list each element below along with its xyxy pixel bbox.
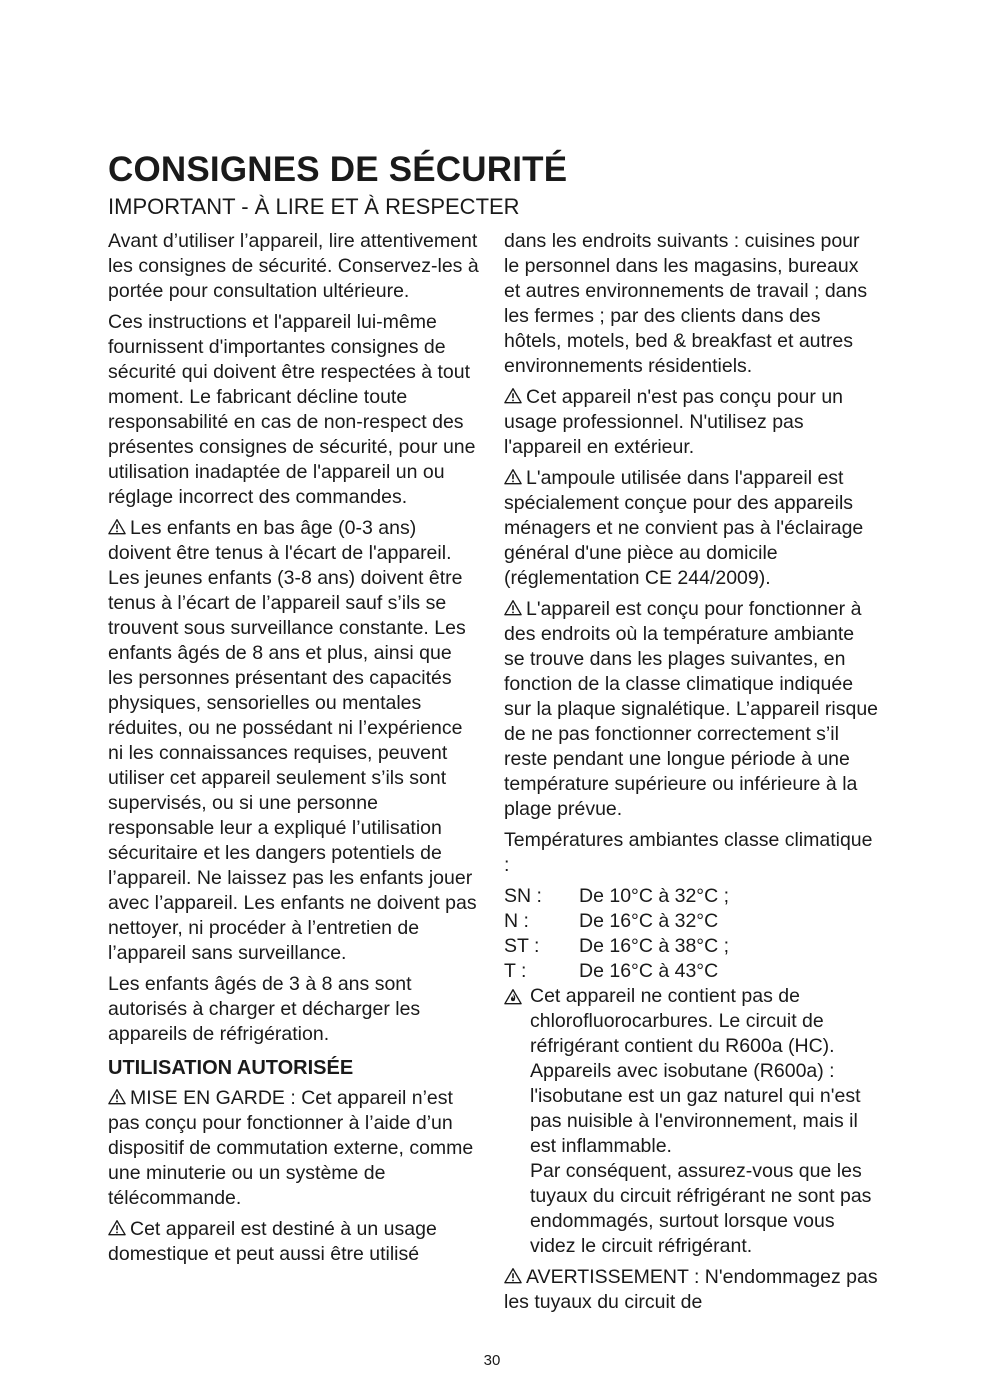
climate-class-name: SN : [504,885,542,907]
domestic-use-warning [108,1217,480,1267]
bulb-warning-text: L'ampoule utilisée dans l'appareil est spécialement conçue pour des appareils ménagers et ne convient pas à l'éclairage général d'une pièce au domicile (réglementation CE 244/2009). [504,467,864,589]
usage-locations-paragraph: dans les endroits suivants : cuisines pour le personnel dans les magasins, bureaux et autres environnements de travail ; dans les fermes ; par des clients dans des hôtels, motels, bed & breakfast et autres environnements résidentiels. [504,230,868,377]
climate-class-row [504,884,878,909]
climate-class-name: ST : [504,935,540,957]
climate-class-label: Températures ambiantes classe climatique : [504,829,873,876]
children-loading-paragraph: Les enfants âgés de 3 à 8 ans sont autorisés à charger et décharger les appareils de réfrigération. [108,973,421,1045]
refrigerant-warning-text: Cet appareil ne contient pas de chlorofluorocarbures. Le circuit de réfrigérant contient du R600a (HC). Appareils avec isobutane (R600a) : l'isobutane est un gaz naturel qui n'est pas nuisible à l'environnement, mais il est inflammable. [530,985,861,1157]
section-heading-authorized-use: UTILISATION AUTORISÉE [108,1057,354,1079]
climate-class-name: T : [504,960,527,982]
climate-class-range: De 10°C à 32°C ; [579,885,730,907]
intro-paragraph: Avant d’utiliser l’appareil, lire attentivement les consignes de sécurité. Conservez-les à portée pour consultation ultérieure. [108,230,479,302]
warning-triangle-icon [504,599,522,616]
temperature-warning-text: L'appareil est conçu pour fonctionner à des endroits où la température ambiante se trouve dans les plages suivantes, en fonction de la classe climatique indiquée sur la plaque signalétique. L’appareil risque de ne pas fonctionner correctement s’il reste pendant une longue période à une température supérieure ou inférieure à la plage prévue. [504,598,879,820]
pipes-warning [504,1265,878,1315]
temperature-warning [504,597,878,822]
warning-triangle-icon [504,1267,522,1284]
climate-class-range: De 16°C à 38°C ; [579,935,730,957]
warning-triangle-icon [504,468,522,485]
children-warning [108,516,480,966]
professional-use-warning-text: Cet appareil n'est pas conçu pour un usage professionnel. N'utilisez pas l'appareil en extérieur. [504,386,844,458]
page-subtitle: IMPORTANT - À LIRE ET À RESPECTER [108,194,520,219]
climate-class-row [504,909,878,934]
climate-class-row [504,934,878,959]
warning-triangle-icon [108,1088,126,1105]
climate-class-table [504,884,878,984]
climate-class-range: De 16°C à 32°C [579,910,719,932]
refrigerant-warning-text-continued: Par conséquent, assurez-vous que les tuyaux du circuit réfrigérant ne sont pas endommagés, surtout lorsque vous videz le circuit réfrigérant. [530,1160,872,1257]
warning-triangle-icon [108,518,126,535]
climate-class-row [504,959,878,984]
refrigerant-warning [504,984,878,1259]
instructions-paragraph: Ces instructions et l'appareil lui-même fournissent d'importantes consignes de sécurité qui doivent être respectées à tout moment. Le fabricant décline toute responsabilité en cas de non-respect des présentes consignes de sécurité, pour une utilisation inadaptée de l'appareil un ou réglage incorrect des commandes. [108,311,476,508]
warning-triangle-icon [108,1219,126,1236]
page-number: 30 [483,1352,501,1369]
professional-use-warning [504,385,878,460]
warning-triangle-icon [504,387,522,404]
pipes-warning-text: AVERTISSEMENT : N'endommagez pas les tuyaux du circuit de [504,1266,878,1313]
children-warning-text: Les enfants en bas âge (0-3 ans) doivent être tenus à l'écart de l'appareil. Les jeunes enfants (3-8 ans) doivent être tenus à l’écart de l’appareil sauf s’ils se trouvent sous surveillance constante. Les enfants âgés de 8 ans et plus, ainsi que les personnes présentant des capacités physiques, sensorielles ou mentales réduites, ou ne possédant ni l’expérience ni les connaissances requises, peuvent utiliser cet appareil seulement s’ils sont supervisés, ou si une personne responsable leur a expliqué l’utilisation sécuritaire et les dangers potentiels de l’appareil. Ne laissez pas les enfants jouer avec l’appareil. Les enfants ne doivent pas nettoyer, ni procéder à l’entretien de l’appareil sans surveillance. [108,517,477,964]
bulb-warning [504,466,878,591]
right-column [504,229,878,1321]
external-switch-warning-text: MISE EN GARDE : Cet appareil n’est pas conçu pour fonctionner à l’aide d’un dispositif de commutation externe, comme une minuterie ou un système de télécommande. [108,1087,474,1209]
flammable-warning-icon [504,988,522,1005]
left-column [108,229,480,1273]
climate-class-name: N : [504,910,529,932]
external-switch-warning [108,1086,480,1211]
domestic-use-warning-text: Cet appareil est destiné à un usage domestique et peut aussi être utilisé [108,1218,437,1265]
climate-class-range: De 16°C à 43°C [579,960,719,982]
page-title: CONSIGNES DE SÉCURITÉ [108,150,568,189]
